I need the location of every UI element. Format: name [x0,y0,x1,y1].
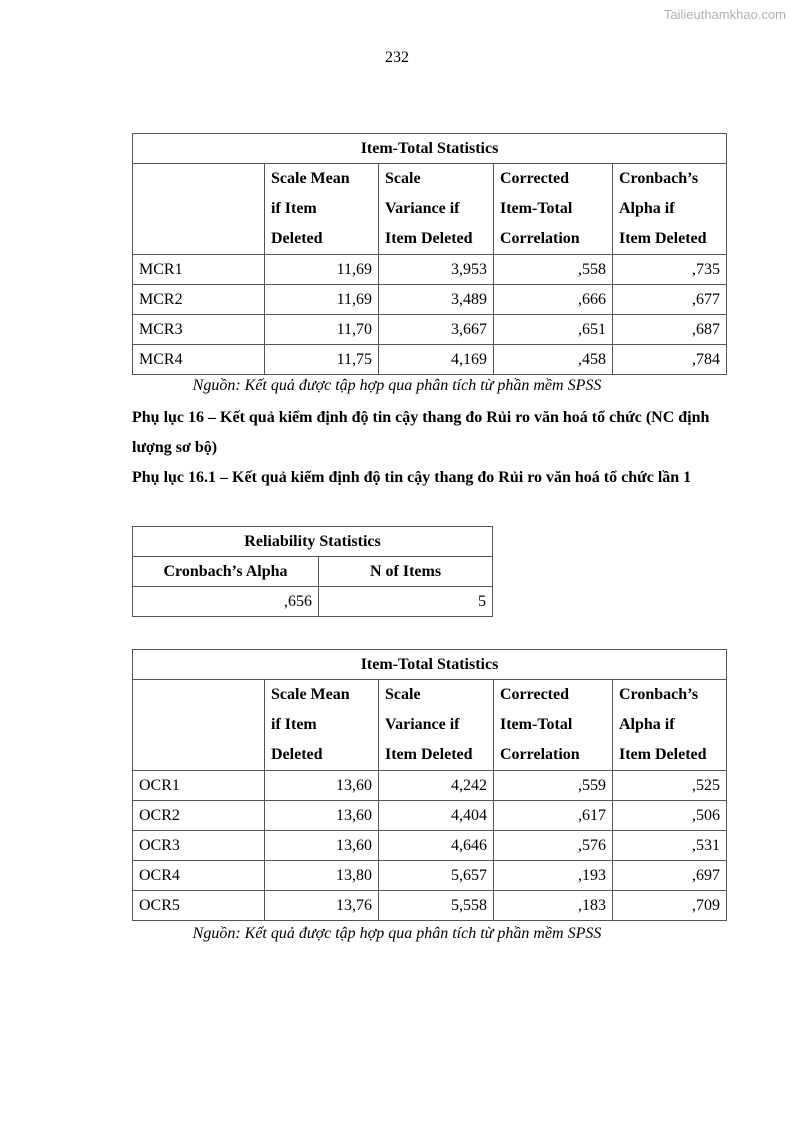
header-empty [133,680,265,771]
cell-value: ,531 [613,831,727,861]
table-title: Reliability Statistics [133,527,493,557]
cell-value: ,677 [613,285,727,315]
header-corrected-correlation: Corrected Item-Total Correlation [494,680,613,771]
watermark: Tailieuthamkhao.com [663,7,786,22]
cell-value: 13,60 [265,801,379,831]
reliability-statistics-table [132,526,493,617]
cell-value: 4,242 [379,771,494,801]
item-total-statistics-table-mcr [132,133,727,375]
cell-value: 3,953 [379,255,494,285]
item-total-statistics-table-ocr [132,649,727,921]
header-scale-mean: Scale Mean if Item Deleted [265,680,379,771]
cell-value: 5,558 [379,891,494,921]
table-title: Item-Total Statistics [133,650,727,680]
cell-value: ,617 [494,801,613,831]
header-corrected-correlation: Corrected Item-Total Correlation [494,164,613,255]
cell-value: ,687 [613,315,727,345]
appendix-subheading: Phụ lục 16.1 – Kết quả kiểm định độ tin cậy thang đo Rủi ro văn hoá tổ chức lần 1 [132,469,692,486]
cell-value: ,735 [613,255,727,285]
cell-value: 13,60 [265,771,379,801]
row-label: MCR2 [133,285,265,315]
header-scale-mean: Scale Mean if Item Deleted [265,164,379,255]
cell-value: 11,69 [265,255,379,285]
header-empty [133,164,265,255]
row-label: OCR5 [133,891,265,921]
n-items-value: 5 [319,587,493,617]
cell-value: ,666 [494,285,613,315]
cell-value: 11,69 [265,285,379,315]
source-note: Nguồn: Kết quả được tập hợp qua phân tích từ phần mềm SPSS [192,377,602,394]
cell-value: ,506 [613,801,727,831]
cell-value: ,525 [613,771,727,801]
row-label: OCR3 [133,831,265,861]
appendix-heading: Phụ lục 16 – Kết quả kiểm định độ tin cậy thang đo Rủi ro văn hoá tổ chức (NC định lượng sơ bộ) [132,409,710,456]
table-row [133,891,727,921]
table-row [133,285,727,315]
row-label: MCR1 [133,255,265,285]
cell-value: ,697 [613,861,727,891]
table-row [133,771,727,801]
cell-value: 4,404 [379,801,494,831]
cell-value: 11,70 [265,315,379,345]
cell-value: ,193 [494,861,613,891]
header-cronbach-alpha: Cronbach’s Alpha if Item Deleted [613,164,727,255]
header-scale-variance: Scale Variance if Item Deleted [379,680,494,771]
table-row [133,801,727,831]
cell-value: 13,76 [265,891,379,921]
row-label: OCR2 [133,801,265,831]
cell-value: 13,80 [265,861,379,891]
cell-value: 5,657 [379,861,494,891]
header-scale-variance: Scale Variance if Item Deleted [379,164,494,255]
row-label: OCR1 [133,771,265,801]
cell-value: 4,169 [379,345,494,375]
table-row [133,861,727,891]
table-row [133,315,727,345]
row-label: OCR4 [133,861,265,891]
cell-value: ,458 [494,345,613,375]
source-note: Nguồn: Kết quả được tập hợp qua phân tích từ phần mềm SPSS [192,925,602,942]
table-row [133,255,727,285]
cell-value: 4,646 [379,831,494,861]
page-number: 232 [385,49,409,66]
header-cronbach-alpha: Cronbach’s Alpha if Item Deleted [613,680,727,771]
table-title: Item-Total Statistics [133,134,727,164]
alpha-value: ,656 [133,587,319,617]
row-label: MCR4 [133,345,265,375]
cell-value: ,183 [494,891,613,921]
table-row [133,831,727,861]
table-row [133,345,727,375]
cell-value: ,559 [494,771,613,801]
cell-value: ,784 [613,345,727,375]
cell-value: ,558 [494,255,613,285]
cell-value: ,576 [494,831,613,861]
cell-value: 3,489 [379,285,494,315]
header-n-of-items: N of Items [319,557,493,587]
cell-value: 11,75 [265,345,379,375]
row-label: MCR3 [133,315,265,345]
cell-value: ,651 [494,315,613,345]
cell-value: 3,667 [379,315,494,345]
header-cronbach-alpha: Cronbach’s Alpha [133,557,319,587]
cell-value: ,709 [613,891,727,921]
cell-value: 13,60 [265,831,379,861]
table-row [133,587,493,617]
